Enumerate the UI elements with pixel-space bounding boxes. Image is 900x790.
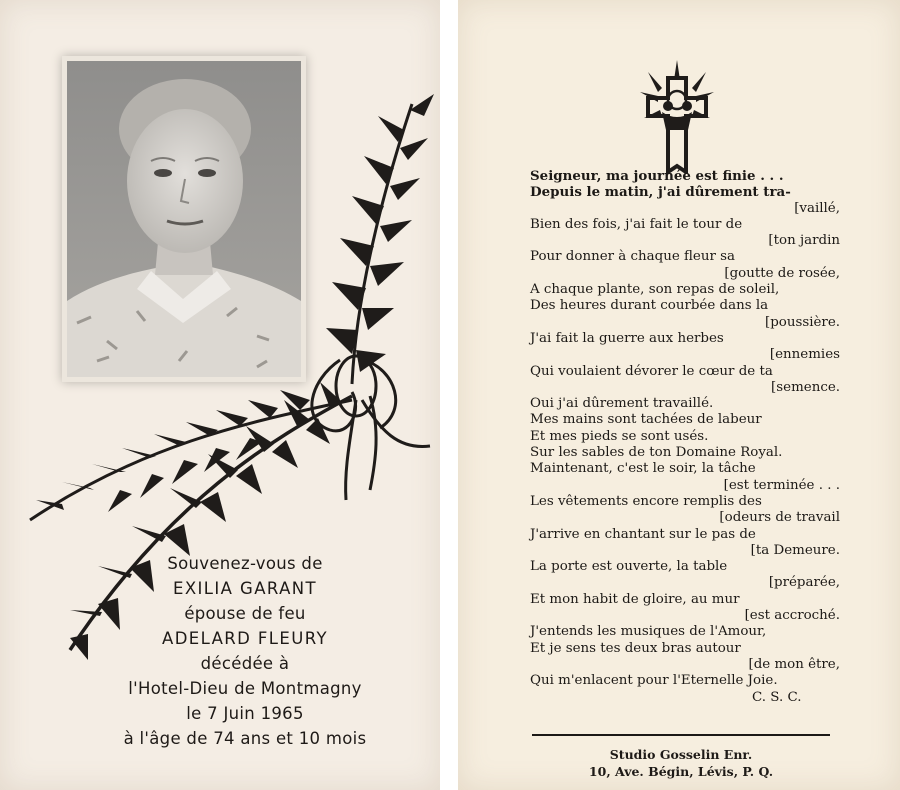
poem-line: Qui m'enlacent pour l'Eternelle Joie. — [530, 673, 778, 689]
poem-line: [vaillé, — [794, 200, 840, 216]
poem-line: [est terminée . . . — [723, 477, 840, 493]
poem-line: Mes mains sont tachées de labeur — [530, 412, 762, 428]
poem-line: Depuis le matin, j'ai dûrement tra- — [530, 184, 791, 201]
poem-line: Les vêtements encore remplis des — [530, 493, 762, 509]
poem-line: [de mon être, — [748, 656, 840, 672]
studio-address: 10, Ave. Bégin, Lévis, P. Q. — [588, 764, 774, 779]
poem-line: Sur les sables de ton Domaine Royal. — [530, 445, 783, 461]
poem-line: J'arrive en chantant sur le pas de — [530, 526, 756, 542]
studio-name: Studio Gosselin Enr. — [609, 747, 753, 762]
poem-line: J'ai fait la guerre aux herbes — [530, 330, 724, 346]
remember-line: Souvenez-vous de — [167, 554, 323, 573]
deceased-line: décédée à — [200, 654, 290, 673]
poem-line: Pour donner à chaque fleur sa — [530, 249, 735, 265]
poem-line: Et mon habit de gloire, au mur — [530, 591, 740, 607]
spouse-line: épouse de feu — [184, 604, 306, 623]
date-of-death: le 7 Juin 1965 — [186, 704, 304, 723]
poem-line: Et mes pieds se sont usés. — [530, 428, 709, 444]
poem — [530, 168, 850, 706]
poem-line: [est accroché. — [744, 608, 840, 624]
cross-with-holy-family-icon — [632, 58, 722, 174]
poem-signature: C. S. C. — [752, 689, 802, 705]
poem-line: [odeurs de travail — [719, 510, 840, 526]
poem-line: [ennemies — [769, 347, 840, 363]
poem-line: [ton jardin — [768, 233, 840, 249]
poem-line: Qui voulaient dévorer le cœur de ta — [530, 363, 773, 379]
deceased-name: EXILIA GARANT — [173, 579, 317, 598]
poem-line: [poussière. — [764, 314, 840, 330]
poem-line: Des heures durant courbée dans la — [530, 298, 769, 314]
poem-line: J'entends les musiques de l'Amour, — [530, 624, 767, 640]
poem-line: Bien des fois, j'ai fait le tour de — [530, 216, 743, 232]
poem-line: [ta Demeure. — [750, 542, 840, 558]
place-of-death: l'Hotel-Dieu de Montmagny — [128, 679, 362, 698]
studio-imprint — [532, 746, 830, 780]
poem-line: [préparée, — [768, 575, 840, 591]
poem-line: [semence. — [771, 379, 840, 395]
poem-line: La porte est ouverte, la table — [530, 559, 728, 575]
spouse-name: ADELARD FLEURY — [162, 629, 328, 648]
memorial-dedication — [70, 551, 420, 751]
poem-line: Seigneur, ma journée est finie . . . — [530, 168, 784, 184]
poem-line: Et je sens tes deux bras autour — [530, 640, 741, 656]
divider-rule — [532, 734, 830, 736]
poem-line: A chaque plante, son repas de soleil, — [530, 282, 780, 298]
poem-line: Maintenant, c'est le soir, la tâche — [530, 461, 756, 477]
poem-line: [goutte de rosée, — [724, 265, 840, 281]
age-at-death: à l'âge de 74 ans et 10 mois — [123, 729, 367, 748]
poem-line: Oui j'ai dûrement travaillé. — [530, 396, 714, 412]
